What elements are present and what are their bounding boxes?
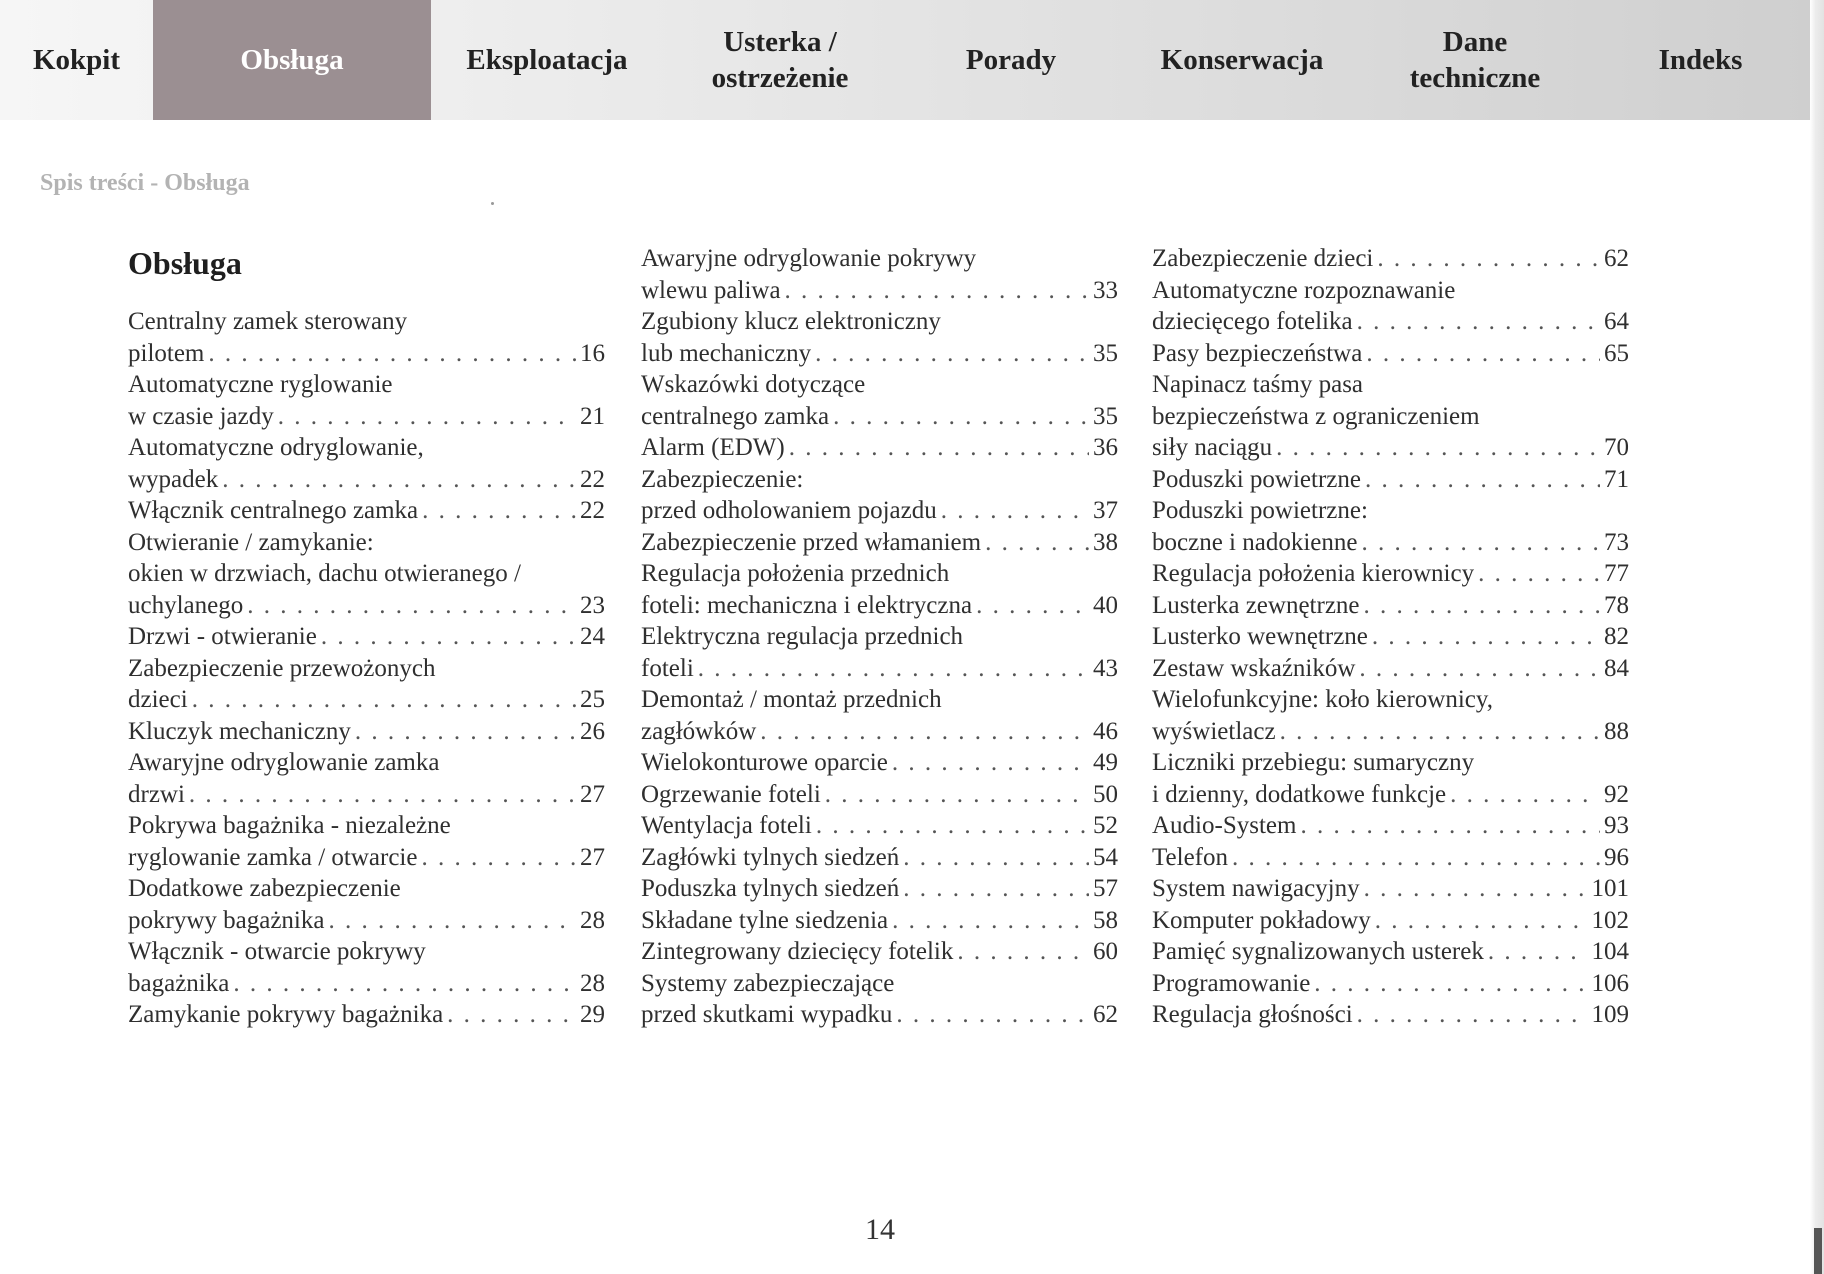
toc-entry-last-line — [641, 873, 1118, 905]
toc-entry[interactable] — [1152, 590, 1629, 622]
dot-leader — [1361, 527, 1600, 559]
toc-entry-text: bagażnika — [128, 969, 230, 997]
toc-entry-text: przed skutkami wypadku — [641, 1001, 893, 1028]
toc-entry[interactable] — [641, 621, 1118, 684]
toc-entry[interactable] — [641, 779, 1118, 811]
toc-entry-text: Zabezpieczenie przed włamaniem — [641, 528, 982, 556]
toc-entry-text: i dzienny, dodatkowe funkcje — [1152, 780, 1447, 808]
toc-entry[interactable] — [1152, 621, 1629, 653]
toc-entry-last-line — [128, 338, 605, 370]
dot-leader — [976, 590, 1089, 622]
toc-entry-last-line — [641, 527, 1118, 559]
toc-entry[interactable] — [641, 243, 1118, 306]
toc-page-number: 82 — [1604, 623, 1629, 650]
dot-leader — [985, 527, 1089, 559]
toc-entry-last-line — [1152, 527, 1629, 559]
toc-entry[interactable] — [128, 747, 605, 810]
toc-entry-text: Wentylacja foteli — [641, 812, 812, 839]
toc-entry-last-line — [1152, 810, 1629, 842]
toc-entry-text: Regulacja położenia kierownicy — [1152, 560, 1475, 587]
dot-leader — [321, 621, 576, 653]
toc-entry-text: w czasie jazdy — [128, 402, 274, 430]
toc-entry-text: dziecięcego fotelika — [1152, 308, 1353, 335]
dot-leader — [1357, 999, 1588, 1031]
toc-page-number: 24 — [580, 623, 605, 650]
toc-entry-last-line — [1152, 338, 1629, 370]
dot-leader — [233, 968, 576, 1000]
toc-column-2 — [641, 243, 1118, 1031]
toc-entry[interactable] — [128, 495, 605, 527]
toc-entry-text: Audio-System — [1152, 812, 1297, 839]
toc-entry-text: Wielokonturowe oparcie — [641, 749, 888, 776]
toc-entry-last-line — [641, 401, 1118, 433]
toc-entry-text: siły naciągu — [1152, 434, 1273, 461]
dot-leader — [1375, 905, 1588, 937]
toc-entry-last-line — [1152, 716, 1629, 748]
toc-entry-text: Drzwi - otwieranie — [128, 623, 317, 650]
toc-entry-last-line — [1152, 905, 1629, 937]
toc-entry[interactable] — [641, 842, 1118, 874]
toc-page-number: 23 — [580, 591, 605, 619]
toc-entry-last-line — [641, 936, 1118, 968]
dot-leader — [825, 779, 1089, 811]
toc-page-number: 57 — [1093, 875, 1118, 902]
toc-entry-text: Zagłówki tylnych siedzeń — [641, 843, 900, 871]
dot-leader — [1478, 558, 1600, 590]
toc-entry-text: drzwi — [128, 780, 185, 808]
toc-entry-text: pokrywy bagażnika — [128, 906, 325, 934]
toc-page-number: 50 — [1093, 780, 1118, 808]
toc-entry-line: Poduszki powietrzne: — [1152, 497, 1368, 524]
toc-entry-last-line — [1152, 653, 1629, 685]
toc-entry[interactable] — [1152, 338, 1629, 370]
toc-page-number: 54 — [1093, 843, 1118, 871]
stray-dot — [491, 202, 494, 205]
toc-entry[interactable] — [1152, 464, 1629, 496]
toc-entry[interactable] — [128, 873, 605, 936]
toc-entry[interactable] — [128, 936, 605, 999]
toc-entry[interactable] — [1152, 653, 1629, 685]
toc-entry[interactable] — [128, 653, 605, 716]
toc-entry[interactable] — [641, 369, 1118, 432]
toc-entry-last-line — [641, 495, 1118, 527]
toc-page-number: 62 — [1604, 245, 1629, 272]
toc-entry[interactable] — [128, 716, 605, 748]
toc-entry-last-line — [641, 275, 1118, 307]
dot-leader — [903, 873, 1089, 905]
dot-leader — [208, 338, 576, 370]
dot-leader — [1364, 873, 1588, 905]
toc-entry[interactable] — [1152, 243, 1629, 275]
toc-entry[interactable] — [641, 905, 1118, 937]
tab-eksploatacja[interactable]: Eksploatacja — [466, 44, 628, 76]
dot-leader — [896, 999, 1089, 1031]
toc-entry[interactable] — [1152, 999, 1629, 1031]
toc-page-number: 73 — [1604, 528, 1629, 556]
toc-entry-line: Systemy zabezpieczające — [641, 969, 895, 997]
toc-page-number: 35 — [1093, 402, 1118, 430]
toc-entry-last-line — [128, 495, 605, 527]
toc-entry-text: Lusterko wewnętrzne — [1152, 623, 1368, 650]
toc-entry[interactable] — [128, 621, 605, 653]
toc-entry-line: Elektryczna regulacja przednich — [641, 623, 964, 650]
toc-page-number: 49 — [1093, 749, 1118, 776]
dot-leader — [1359, 653, 1600, 685]
toc-entry-last-line — [128, 716, 605, 748]
toc-page-number: 60 — [1093, 938, 1118, 965]
toc-entry-text: Zabezpieczenie dzieci — [1152, 245, 1374, 272]
toc-entry-text: wypadek — [128, 465, 219, 493]
toc-entry-text: Pasy bezpieczeństwa — [1152, 339, 1363, 367]
toc-entry-text: Zintegrowany dziecięcy fotelik — [641, 938, 954, 965]
toc-entry-last-line — [1152, 999, 1629, 1031]
toc-entry-last-line — [128, 401, 605, 433]
dot-leader — [760, 716, 1089, 748]
toc-entry[interactable] — [641, 306, 1118, 369]
toc-entry[interactable] — [641, 873, 1118, 905]
toc-page-number: 104 — [1591, 938, 1629, 965]
toc-entry-line: Otwieranie / zamykanie: — [128, 528, 374, 556]
dot-leader — [789, 432, 1089, 464]
dot-leader — [355, 716, 576, 748]
dot-leader — [247, 590, 576, 622]
toc-entry[interactable] — [641, 527, 1118, 559]
toc-entry-last-line — [641, 779, 1118, 811]
toc-entry-line: Napinacz taśmy pasa — [1152, 371, 1364, 398]
toc-entry-line: Wskazówki dotyczące — [641, 371, 866, 398]
toc-entry-line: Zabezpieczenie: — [641, 465, 804, 493]
toc-page-number: 26 — [580, 717, 605, 745]
toc-entry-line: Automatyczne rozpoznawanie — [1152, 276, 1456, 304]
dot-leader — [1377, 243, 1600, 275]
toc-entry-last-line — [128, 968, 605, 1000]
toc-entry[interactable] — [641, 432, 1118, 464]
toc-entry[interactable] — [641, 810, 1118, 842]
toc-entry-text: Komputer pokładowy — [1152, 906, 1371, 934]
dot-leader — [189, 779, 576, 811]
dot-leader — [278, 401, 576, 433]
toc-page-number: 77 — [1604, 560, 1629, 587]
dot-leader — [1365, 464, 1600, 496]
toc-entry-last-line — [1152, 464, 1629, 496]
toc-entry-text: boczne i nadokienne — [1152, 528, 1358, 556]
toc-entry-last-line — [1152, 558, 1629, 590]
dot-leader — [421, 842, 576, 874]
toc-entry-line: Dodatkowe zabezpieczenie — [128, 875, 401, 902]
dot-leader — [957, 936, 1089, 968]
dot-leader — [903, 842, 1089, 874]
toc-entry[interactable] — [128, 432, 605, 495]
dot-leader — [1450, 779, 1600, 811]
toc-entry-last-line — [128, 842, 605, 874]
toc-entry-last-line — [1152, 432, 1629, 464]
dot-leader — [785, 275, 1089, 307]
toc-entry[interactable] — [128, 306, 605, 369]
tab-obsluga[interactable]: Obsługa — [153, 0, 431, 120]
toc-page-number: 58 — [1093, 906, 1118, 934]
toc-entry-line: Wielofunkcyjne: koło kierownicy, — [1152, 686, 1494, 713]
dot-leader — [1357, 306, 1600, 338]
toc-entry-last-line — [641, 810, 1118, 842]
toc-entry-last-line — [128, 621, 605, 653]
toc-page-number: 21 — [580, 402, 605, 430]
toc-entry[interactable] — [1152, 684, 1629, 747]
toc-entry-text: pilotem — [128, 339, 205, 367]
dot-leader — [1366, 338, 1600, 370]
toc-page-number: 27 — [580, 843, 605, 871]
toc-entry[interactable] — [1152, 275, 1629, 338]
toc-page-number: 101 — [1591, 875, 1629, 902]
dot-leader — [941, 495, 1089, 527]
toc-entry-line: Zabezpieczenie przewożonych — [128, 654, 436, 682]
toc-entry-last-line — [1152, 779, 1629, 811]
dot-leader — [1488, 936, 1588, 968]
toc-entry-line: Regulacja położenia przednich — [641, 560, 950, 587]
toc-entry-line: Awaryjne odryglowanie zamka — [128, 749, 440, 776]
toc-page-number: 29 — [580, 1001, 605, 1028]
toc-page-number: 70 — [1604, 434, 1629, 461]
toc-entry-text: Składane tylne siedzenia — [641, 906, 889, 934]
tab-kokpit[interactable]: Kokpit — [32, 44, 121, 76]
toc-page-number: 22 — [580, 465, 605, 493]
toc-entry-line: Liczniki przebiegu: sumaryczny — [1152, 749, 1475, 776]
toc-entry-text: przed odholowaniem pojazdu — [641, 497, 937, 524]
toc-entry[interactable] — [1152, 842, 1629, 874]
dot-leader — [815, 338, 1089, 370]
toc-page-number: 106 — [1591, 969, 1629, 997]
toc-entry-last-line — [128, 905, 605, 937]
toc-entry-line: Awaryjne odryglowanie pokrywy — [641, 245, 977, 272]
dot-leader — [1280, 716, 1600, 748]
toc-entry-last-line — [641, 338, 1118, 370]
toc-entry-text: dzieci — [128, 686, 188, 713]
toc-entry-text: lub mechaniczny — [641, 339, 812, 367]
toc-page-number: 28 — [580, 969, 605, 997]
dot-leader — [222, 464, 576, 496]
toc-entry-last-line — [641, 842, 1118, 874]
toc-page-number: 93 — [1604, 812, 1629, 839]
page-edge-shadow — [1810, 0, 1824, 1274]
dot-leader — [1276, 432, 1600, 464]
toc-entry-last-line — [128, 590, 605, 622]
toc-page-number: 78 — [1604, 591, 1629, 619]
toc-entry-text: Poduszki powietrzne — [1152, 465, 1361, 493]
toc-entry[interactable] — [128, 810, 605, 873]
toc-entry-text: Programowanie — [1152, 969, 1311, 997]
toc-entry[interactable] — [1152, 873, 1629, 905]
toc-page-number: 38 — [1093, 528, 1118, 556]
toc-entry-line: Pokrywa bagażnika - niezależne — [128, 812, 451, 839]
toc-entry-last-line — [128, 779, 605, 811]
toc-page-number: 35 — [1093, 339, 1118, 367]
toc-entry-last-line — [1152, 842, 1629, 874]
toc-entry[interactable] — [641, 747, 1118, 779]
toc-entry[interactable] — [1152, 558, 1629, 590]
toc-page-number: 28 — [580, 906, 605, 934]
toc-page-number: 64 — [1604, 308, 1629, 335]
toc-column-1 — [128, 243, 605, 1031]
toc-entry-last-line — [641, 653, 1118, 685]
toc-entry[interactable] — [1152, 810, 1629, 842]
toc-entry-text: Kluczyk mechaniczny — [128, 717, 351, 745]
section-title: Obsługa — [128, 245, 242, 281]
toc-entry-line: Włącznik - otwarcie pokrywy — [128, 938, 426, 965]
toc-entry-line: Zgubiony klucz elektroniczny — [641, 308, 941, 335]
toc-page-number: 43 — [1093, 654, 1118, 682]
breadcrumb: Spis treści - Obsługa — [40, 170, 250, 196]
toc-page-number: 52 — [1093, 812, 1118, 839]
toc-page-number: 37 — [1093, 497, 1118, 524]
dot-leader — [1364, 590, 1600, 622]
dot-leader — [447, 999, 576, 1031]
dot-leader — [698, 653, 1089, 685]
toc-entry-last-line — [1152, 621, 1629, 653]
dot-leader — [1300, 810, 1600, 842]
toc-entry-text: Włącznik centralnego zamka — [128, 497, 419, 524]
toc-entry-line: okien w drzwiach, dachu otwieranego / — [128, 560, 521, 587]
toc-entry-text: wlewu paliwa — [641, 276, 781, 304]
toc-entry-text: Zestaw wskaźników — [1152, 654, 1356, 682]
toc-entry-text: Zamykanie pokrywy bagażnika — [128, 1001, 444, 1028]
dot-leader — [892, 905, 1089, 937]
toc-entry-last-line — [641, 590, 1118, 622]
toc-entry[interactable] — [1152, 747, 1629, 810]
toc-page-number: 65 — [1604, 339, 1629, 367]
toc-entry-line: bezpieczeństwa z ograniczeniem — [1152, 402, 1480, 430]
dot-leader — [892, 747, 1089, 779]
chapter-tab-bar — [0, 0, 1810, 120]
toc-entry[interactable] — [1152, 905, 1629, 937]
toc-entry-last-line — [641, 716, 1118, 748]
dot-leader — [192, 684, 576, 716]
toc-entry-last-line — [1152, 873, 1629, 905]
tab-porady[interactable]: Porady — [965, 44, 1057, 76]
toc-page-number: 16 — [580, 339, 605, 367]
toc-entry-text: Lusterka zewnętrzne — [1152, 591, 1360, 619]
toc-entry-last-line — [641, 905, 1118, 937]
dot-leader — [816, 810, 1089, 842]
toc-entry[interactable] — [128, 999, 605, 1031]
toc-entry-text: ryglowanie zamka / otwarcie — [128, 843, 418, 871]
toc-entry-last-line — [641, 432, 1118, 464]
dot-leader — [833, 401, 1089, 433]
toc-entry-last-line — [641, 747, 1118, 779]
toc-entry-text: System nawigacyjny — [1152, 875, 1360, 902]
toc-entry-text: foteli — [641, 654, 694, 682]
toc-entry-text: Alarm (EDW) — [641, 434, 785, 461]
toc-entry-text: Pamięć sygnalizowanych usterek — [1152, 938, 1484, 965]
dot-leader — [1232, 842, 1600, 874]
toc-entry[interactable] — [641, 936, 1118, 968]
tab-indeks[interactable]: Indeks — [1658, 44, 1743, 76]
toc-page-number: 33 — [1093, 276, 1118, 304]
toc-entry-text: wyświetlacz — [1152, 717, 1276, 745]
toc-page-number: 96 — [1604, 843, 1629, 871]
toc-entry[interactable] — [1152, 369, 1629, 464]
toc-page-number: 92 — [1604, 780, 1629, 808]
toc-entry[interactable] — [641, 968, 1118, 1031]
toc-entry[interactable] — [128, 527, 605, 622]
toc-entry-last-line — [1152, 968, 1629, 1000]
toc-entry-text: zagłówków — [641, 717, 757, 745]
toc-entry-last-line — [1152, 590, 1629, 622]
toc-page-number: 102 — [1591, 906, 1629, 934]
toc-entry-text: centralnego zamka — [641, 402, 830, 430]
page-number: 14 — [865, 1213, 895, 1246]
toc-page-number: 46 — [1093, 717, 1118, 745]
toc-entry-last-line — [1152, 936, 1629, 968]
toc-entry-last-line — [128, 684, 605, 716]
dot-leader — [422, 495, 576, 527]
toc-page-number: 62 — [1093, 1001, 1118, 1028]
toc-entry-last-line — [128, 464, 605, 496]
toc-page-number: 88 — [1604, 717, 1629, 745]
dot-leader — [1314, 968, 1587, 1000]
tab-dane-techniczne[interactable]: Dane techniczne — [1409, 26, 1541, 94]
toc-page-number: 25 — [580, 686, 605, 713]
toc-page-number: 27 — [580, 780, 605, 808]
toc-entry[interactable] — [1152, 495, 1629, 558]
toc-column-3 — [1152, 243, 1629, 1031]
toc-entry-line: Centralny zamek sterowany — [128, 308, 408, 335]
toc-page-number: 71 — [1604, 465, 1629, 493]
toc-entry-text: Telefon — [1152, 843, 1228, 871]
toc-entry-last-line — [1152, 243, 1629, 275]
toc-page-number: 109 — [1591, 1001, 1629, 1028]
toc-entry[interactable] — [1152, 936, 1629, 968]
toc-entry[interactable] — [641, 558, 1118, 621]
dot-leader — [328, 905, 576, 937]
toc-entry-text: Ogrzewanie foteli — [641, 780, 821, 808]
page-edge-mark — [1814, 1228, 1822, 1274]
toc-entry-line: Demontaż / montaż przednich — [641, 686, 942, 713]
tab-konserwacja[interactable]: Konserwacja — [1160, 44, 1324, 76]
toc-entry[interactable] — [641, 464, 1118, 527]
toc-entry-text: Poduszka tylnych siedzeń — [641, 875, 900, 902]
toc-entry-last-line — [641, 999, 1118, 1031]
toc-page-number: 36 — [1093, 434, 1118, 461]
toc-entry-last-line — [1152, 306, 1629, 338]
toc-page-number: 84 — [1604, 654, 1629, 682]
dot-leader — [1372, 621, 1600, 653]
toc-entry-line: Automatyczne odryglowanie, — [128, 434, 424, 461]
tab-usterka-ostrzezenie[interactable]: Usterka / ostrzeżenie — [711, 26, 849, 94]
toc-entry[interactable] — [641, 684, 1118, 747]
toc-entry[interactable] — [1152, 968, 1629, 1000]
toc-entry-text: uchylanego — [128, 591, 244, 619]
toc-entry-text: Regulacja głośności — [1152, 1001, 1353, 1028]
toc-page-number: 40 — [1093, 591, 1118, 619]
toc-entry-last-line — [128, 999, 605, 1031]
toc-page-number: 22 — [580, 497, 605, 524]
toc-entry-line: Automatyczne ryglowanie — [128, 371, 393, 398]
toc-entry[interactable] — [128, 369, 605, 432]
toc-entry-text: foteli: mechaniczna i elektryczna — [641, 591, 973, 619]
